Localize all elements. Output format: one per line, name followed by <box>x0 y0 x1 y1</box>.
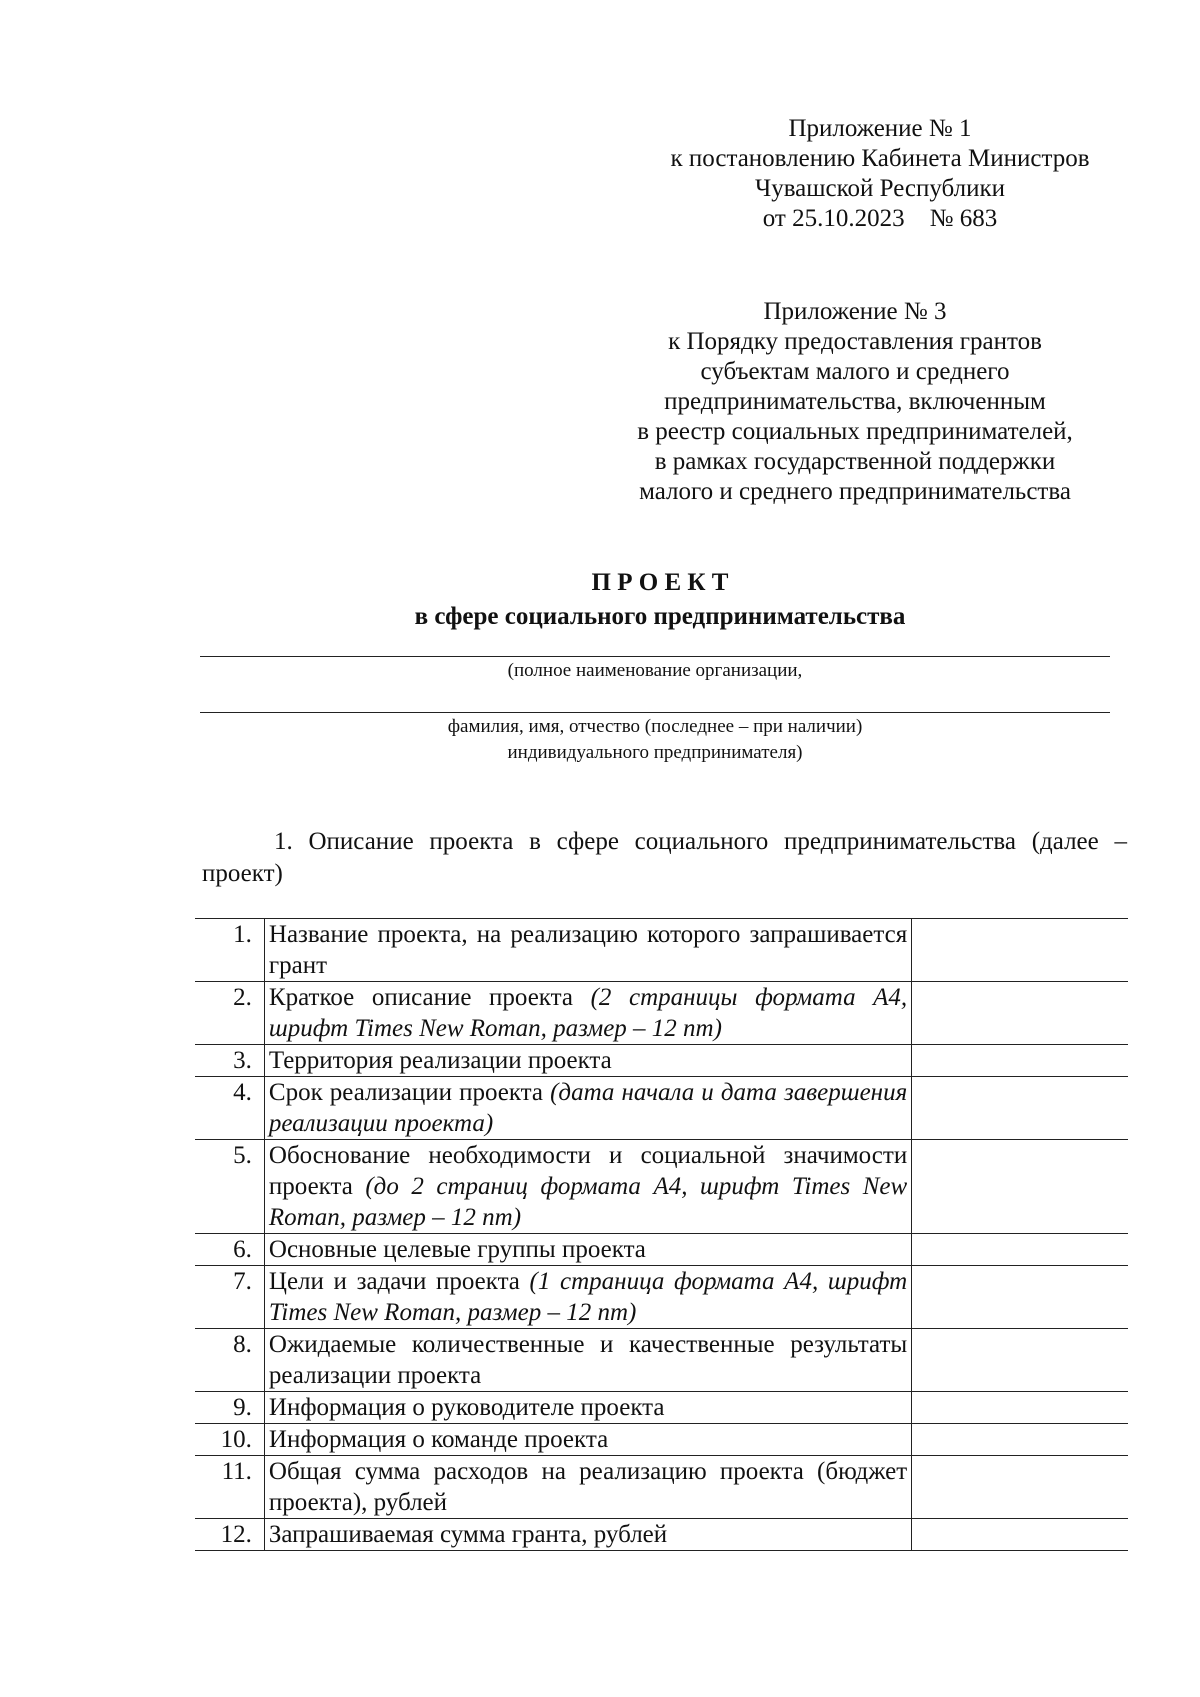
organization-hint: (полное наименование организации, <box>507 660 803 681</box>
entrepreneur-hint-line-2: индивидуального предпринимателя) <box>507 742 803 763</box>
row-description-text: Информация о команде проекта <box>268 1426 609 1453</box>
row-number: 7. <box>195 1266 264 1329</box>
document-title <box>170 566 1150 634</box>
appendix-3-line: в реестр социальных предпринимателей, <box>637 418 1073 445</box>
row-description <box>264 919 911 982</box>
row-description <box>264 1234 911 1266</box>
row-value-cell[interactable] <box>912 1329 1128 1392</box>
row-description-note: (2 страницы формата А4, шрифт Times New Roman, размер – 12 пт) <box>268 984 908 1042</box>
row-value-cell[interactable] <box>912 982 1128 1045</box>
row-value-cell[interactable] <box>912 1456 1128 1519</box>
row-description-text: Запрашиваемая сумма гранта, рублей <box>268 1521 668 1548</box>
row-description-text: Обоснование необходимости и социальной значимости проекта <box>268 1142 908 1200</box>
appendix-3-line: к Порядку предоставления грантов <box>668 328 1042 355</box>
row-value-cell[interactable] <box>912 919 1128 982</box>
project-description-table <box>195 918 1128 1551</box>
row-description-text: Срок реализации проекта <box>268 1079 551 1106</box>
row-value-cell[interactable] <box>912 1392 1128 1424</box>
organization-name-line <box>200 656 1110 657</box>
row-description <box>264 1329 911 1392</box>
row-description <box>264 1045 911 1077</box>
row-number: 4. <box>195 1077 264 1140</box>
table-row <box>195 1392 1128 1424</box>
table-row <box>195 1045 1128 1077</box>
row-description-text: Название проекта, на реализацию которого запрашивается грант <box>268 921 908 979</box>
appendix-3-line: в рамках государственной поддержки <box>654 448 1056 475</box>
row-value-cell[interactable] <box>912 1140 1128 1234</box>
table-row <box>195 1329 1128 1392</box>
row-number: 1. <box>195 919 264 982</box>
row-description <box>264 1519 911 1551</box>
appendix-1-header <box>640 114 1120 234</box>
appendix-3-line: предпринимательства, включенным <box>664 388 1046 415</box>
entrepreneur-hint-line-1: фамилия, имя, отчество (последнее – при наличии) <box>447 716 863 737</box>
row-description-note: (1 страница формата А4, шрифт Times New Roman, размер – 12 пт) <box>268 1268 908 1326</box>
row-number: 11. <box>195 1456 264 1519</box>
row-description-text: Ожидаемые количественные и качественные результаты реализации проекта <box>268 1331 908 1389</box>
row-number: 8. <box>195 1329 264 1392</box>
title-sub: в сфере социального предпринимательства <box>414 603 906 630</box>
appendix-3-line: субъектам малого и среднего <box>700 358 1010 385</box>
row-number: 3. <box>195 1045 264 1077</box>
row-value-cell[interactable] <box>912 1266 1128 1329</box>
row-description <box>264 1424 911 1456</box>
table-row <box>195 1266 1128 1329</box>
row-description-text: Территория реализации проекта <box>268 1047 612 1074</box>
row-number: 10. <box>195 1424 264 1456</box>
table-row <box>195 982 1128 1045</box>
row-description-text: Краткое описание проекта <box>268 984 591 1011</box>
row-value-cell[interactable] <box>912 1234 1128 1266</box>
row-number: 12. <box>195 1519 264 1551</box>
row-description <box>264 1140 911 1234</box>
appendix-1-line: Чувашской Республики <box>754 175 1006 202</box>
table-row <box>195 1140 1128 1234</box>
appendix-3-line: Приложение № 3 <box>763 298 947 325</box>
row-description-text: Основные целевые группы проекта <box>268 1236 646 1263</box>
row-value-cell[interactable] <box>912 1519 1128 1551</box>
row-value-cell[interactable] <box>912 1077 1128 1140</box>
table-row <box>195 919 1128 982</box>
row-description-text: Информация о руководителе проекта <box>268 1394 665 1421</box>
row-description <box>264 1077 911 1140</box>
table-row <box>195 1234 1128 1266</box>
table-row <box>195 1424 1128 1456</box>
appendix-1-line: к постановлению Кабинета Министров <box>670 145 1090 172</box>
appendix-1-line: от 25.10.2023 № 683 <box>762 205 998 232</box>
row-number: 9. <box>195 1392 264 1424</box>
row-description-note: (дата начала и дата завершения реализации проекта) <box>268 1079 908 1137</box>
row-description <box>264 1456 911 1519</box>
row-description-text: Общая сумма расходов на реализацию проекта (бюджет проекта), рублей <box>268 1458 908 1516</box>
section-1-heading: 1. Описание проекта в сфере социального предпринимательства (далее – проект) <box>202 828 1127 887</box>
row-number: 6. <box>195 1234 264 1266</box>
row-number: 5. <box>195 1140 264 1234</box>
row-value-cell[interactable] <box>912 1045 1128 1077</box>
table-row <box>195 1456 1128 1519</box>
table-row <box>195 1519 1128 1551</box>
row-description-note: (до 2 страниц формата А4, шрифт Times New Roman, размер – 12 пт) <box>268 1173 908 1231</box>
appendix-1-line: Приложение № 1 <box>788 115 972 142</box>
row-description <box>264 1266 911 1329</box>
row-description <box>264 982 911 1045</box>
table-row <box>195 1077 1128 1140</box>
row-description-text: Цели и задачи проекта <box>268 1268 530 1295</box>
appendix-3-line: малого и среднего предпринимательства <box>639 478 1071 505</box>
row-number: 2. <box>195 982 264 1045</box>
title-main: П Р О Е К Т <box>591 569 729 596</box>
appendix-3-header <box>615 297 1095 507</box>
row-value-cell[interactable] <box>912 1424 1128 1456</box>
row-description <box>264 1392 911 1424</box>
entrepreneur-name-line <box>200 712 1110 713</box>
